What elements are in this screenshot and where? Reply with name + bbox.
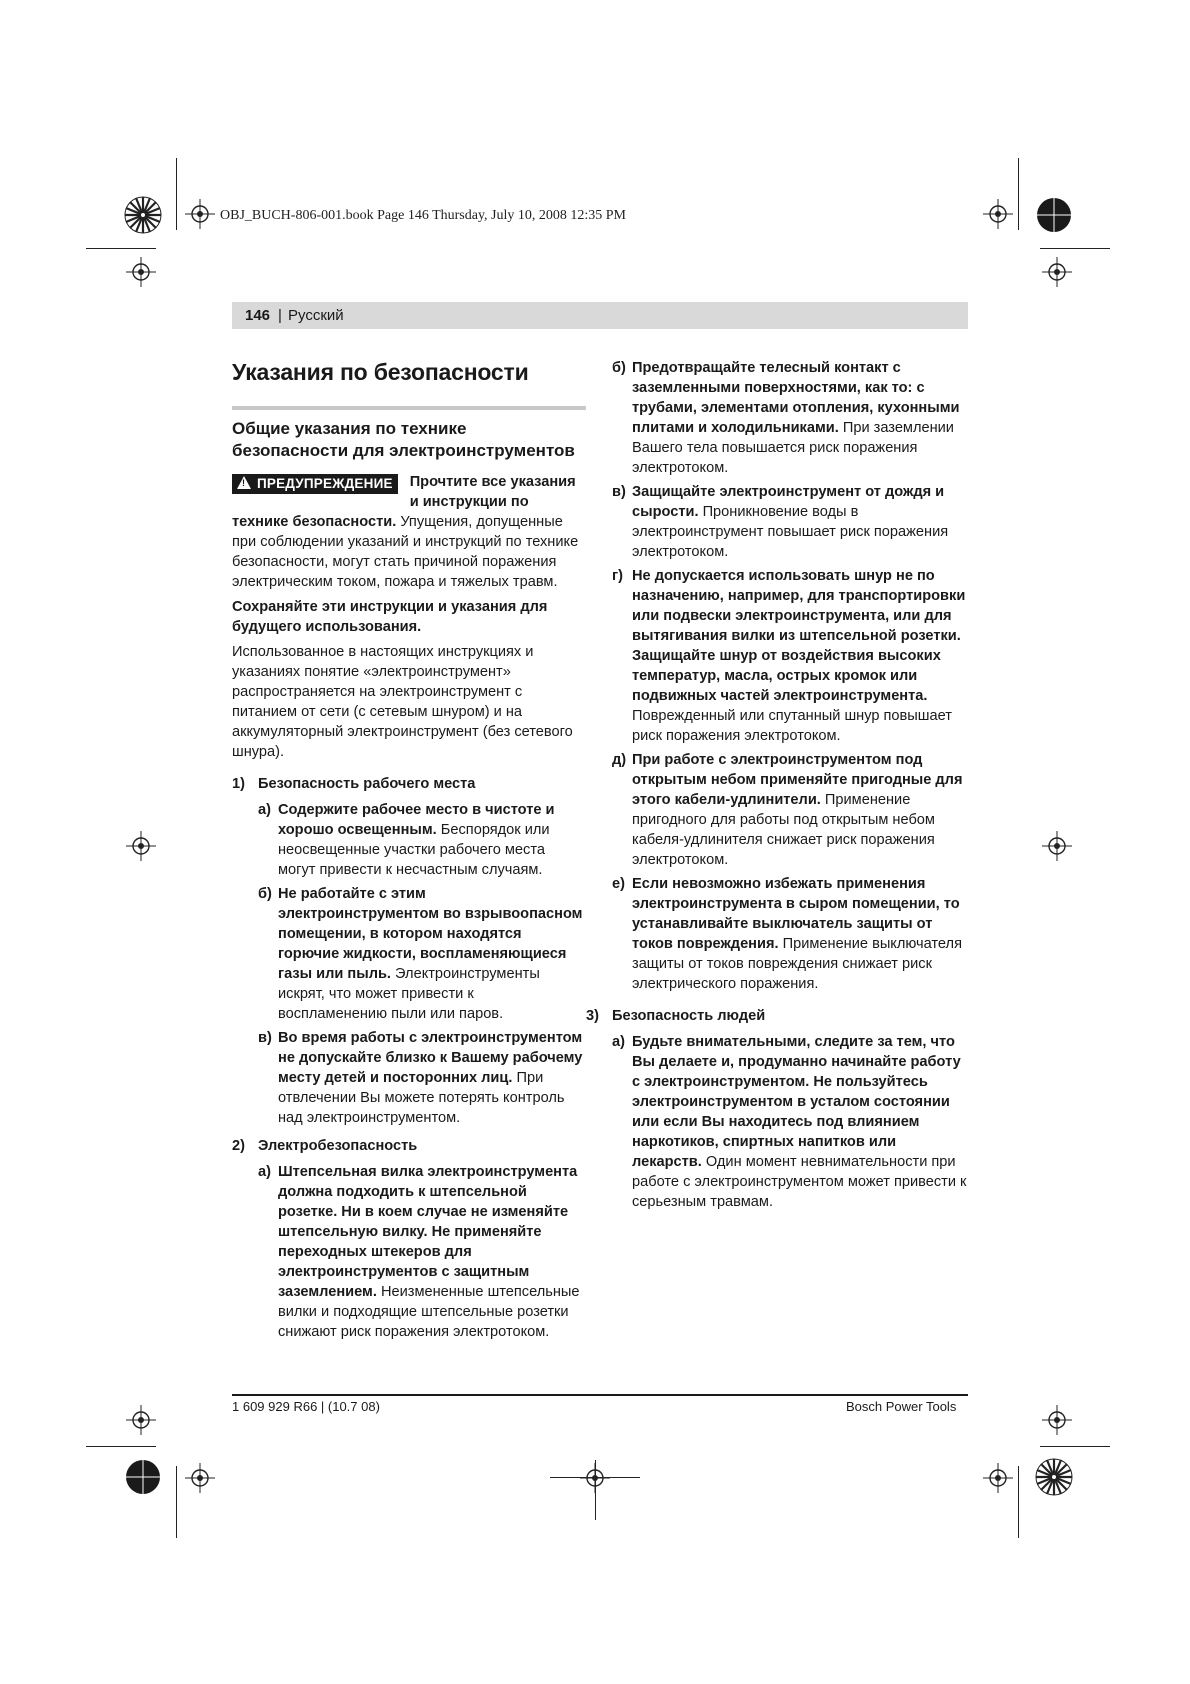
registration-mark-icon (983, 199, 1013, 229)
section-title: Безопасность рабочего места (258, 776, 476, 792)
crop-mark (595, 1460, 596, 1520)
section-heading (586, 1006, 968, 1026)
title-rule (232, 406, 586, 410)
crop-mark (1040, 248, 1110, 249)
solid-register-mark-icon (124, 1458, 162, 1496)
footer-doc-number: 1 609 929 R66 | (10.7 08) (232, 1399, 380, 1414)
item-bold-text: Если невозможно избежать применения электроинструмента в сыром помещении, то устанавливайте выключатель защиты от токов повреждения. (632, 876, 960, 952)
registration-mark-icon (1042, 831, 1072, 861)
page-title: Указания по безопасности (232, 359, 529, 385)
right-column (586, 358, 968, 1216)
warning-bold-text: Прочтите все указания и инструкции по технике безопасности. (232, 474, 576, 530)
registration-mark-icon (1042, 1405, 1072, 1435)
item-bold-text: Не работайте с этим электроинструментом во взрывоопасном помещении, в котором находятся горючие жидкости, воспламеняющиеся газы или пыль. (278, 886, 583, 982)
item-label: а) (258, 802, 271, 818)
warning-paragraph (232, 472, 586, 592)
item-label: б) (612, 360, 626, 376)
item-bold-text: При работе с электроинструментом под открытым небом применяйте пригодные для этого кабели-удлинители. (632, 752, 963, 808)
item-bold-text: Предотвращайте телесный контакт с заземленными поверхностями, как то: с трубами, элементами отопления, кухонными плитами и холодильниками. (632, 360, 960, 436)
print-slug: OBJ_BUCH-806-001.book Page 146 Thursday, July 10, 2008 12:35 PM (220, 208, 627, 223)
item-label: б) (258, 886, 272, 902)
item-text: Беспорядок или неосвещенные участки рабочего места могут привести к несчастным случаям. (278, 822, 550, 878)
list-item (258, 800, 586, 880)
footer-rule (232, 1394, 968, 1396)
item-text: Электроинструменты искрят, что может привести к воспламенению пыли или паров. (278, 966, 540, 1022)
header-separator: | (278, 307, 282, 324)
list-item (612, 750, 968, 870)
item-text: При заземлении Вашего тела повышается риск поражения электротоком. (632, 420, 954, 476)
registration-mark-icon (983, 1463, 1013, 1493)
item-bold-text: Штепсельная вилка электроинструмента должна подходить к штепсельной розетке. Ни в коем случае не изменяйте штепсельную вилку. Не применяйте переходных штекеров для электроинструментов с защитным заземлением. (278, 1164, 578, 1300)
registration-mark-icon (185, 1463, 215, 1493)
item-label: в) (258, 1030, 272, 1046)
crop-mark (1018, 158, 1019, 230)
crop-mark (86, 248, 156, 249)
header-language: Русский (288, 307, 344, 324)
list-item (258, 884, 586, 1024)
section-heading (232, 1136, 586, 1156)
section-title: Безопасность людей (612, 1008, 766, 1024)
item-bold-text: Не допускается использовать шнур не по назначению, например, для транспортировки или подвески электроинструмента, или для вытягивания вилки из штепсельной розетки. Защищайте шнур от воздействия высоких температур, масла, острых кромок или подвижных частей электроинструмента. (632, 568, 966, 704)
section-title: Электробезопасность (258, 1138, 418, 1154)
item-text: При отвлечении Вы можете потерять контроль над электроинструментом. (278, 1070, 565, 1126)
warning-triangle-icon (237, 476, 251, 489)
registration-mark-icon (126, 257, 156, 287)
crop-mark (176, 158, 177, 230)
list-item (258, 1162, 586, 1342)
section-number: 1) (232, 776, 245, 792)
list-item (612, 566, 968, 746)
registration-mark-icon (185, 199, 215, 229)
list-item (612, 358, 968, 478)
item-label: а) (612, 1034, 625, 1050)
item-bold-text: Содержите рабочее место в чистоте и хорошо освещенным. (278, 802, 555, 838)
crop-mark (1040, 1446, 1110, 1447)
item-label: в) (612, 484, 626, 500)
list-item (612, 482, 968, 562)
crop-mark (1018, 1466, 1019, 1538)
save-note: Сохраняйте эти инструкции и указания для будущего использования. (232, 599, 548, 635)
item-text: Проникновение воды в электроинструмент повышает риск поражения электротоком. (632, 504, 949, 560)
left-column (232, 358, 586, 1346)
item-text: Один момент невнимательности при работе с электроинструментом может привести к серьезным травмам. (632, 1154, 967, 1210)
item-label: а) (258, 1164, 271, 1180)
section-number: 2) (232, 1138, 245, 1154)
section-subtitle: Общие указания по технике безопасности для электроинструментов (232, 419, 575, 460)
footer-brand: Bosch Power Tools (846, 1399, 957, 1414)
term-note: Использованное в настоящих инструкциях и указаниях понятие «электроинструмент» распространяется на электроинструмент с питанием от сети (с сетевым шнуром) и на аккумуляторный электроинструмент (без сетевого шнура). (232, 644, 573, 760)
registration-mark-icon (126, 1405, 156, 1435)
registration-mark-icon (126, 831, 156, 861)
item-bold-text: Защищайте электроинструмент от дождя и сырости. (632, 484, 945, 520)
list-item (612, 874, 968, 994)
item-text: Поврежденный или спутанный шнур повышает риск поражения электротоком. (632, 708, 952, 744)
item-label: г) (612, 568, 623, 584)
item-bold-text: Во время работы с электроинструментом не допускайте близко к Вашему рабочему месту детей и посторонних лиц. (278, 1030, 583, 1086)
warning-label: ПРЕДУПРЕЖДЕНИЕ (257, 476, 393, 491)
item-text: Применение пригодного для работы под открытым небом кабеля-удлинителя снижает риск поражения электротоком. (632, 792, 935, 868)
starburst-mark-icon (1035, 1458, 1073, 1496)
item-text: Применение выключателя защиты от токов повреждения снижает риск электрического поражения. (632, 936, 962, 992)
warning-badge (232, 474, 398, 494)
solid-register-mark-icon (1035, 196, 1073, 234)
section-number: 3) (586, 1008, 599, 1024)
warning-text: Упущения, допущенные при соблюдении указаний и инструкций по технике безопасности, могут стать причиной поражения электрическим током, пожара и тяжелых травм. (232, 514, 579, 590)
section-heading (232, 774, 586, 794)
item-text: Неизмененные штепсельные вилки и подходящие штепсельные розетки снижают риск поражения электротоком. (278, 1284, 580, 1340)
list-item (258, 1028, 586, 1128)
page-number: 146 (245, 307, 271, 324)
crop-mark (176, 1466, 177, 1538)
registration-mark-icon (1042, 257, 1072, 287)
item-label: е) (612, 876, 625, 892)
starburst-mark-icon (124, 196, 162, 234)
list-item (612, 1032, 968, 1212)
crop-mark (86, 1446, 156, 1447)
item-label: д) (612, 752, 627, 768)
item-bold-text: Будьте внимательными, следите за тем, что Вы делаете и, продуманно начинайте работу с электроинструментом. Не пользуйтесь электроинструментом в усталом состоянии или если Вы находитесь под влиянием наркотиков, спиртных напитков или лекарств. (632, 1034, 961, 1170)
